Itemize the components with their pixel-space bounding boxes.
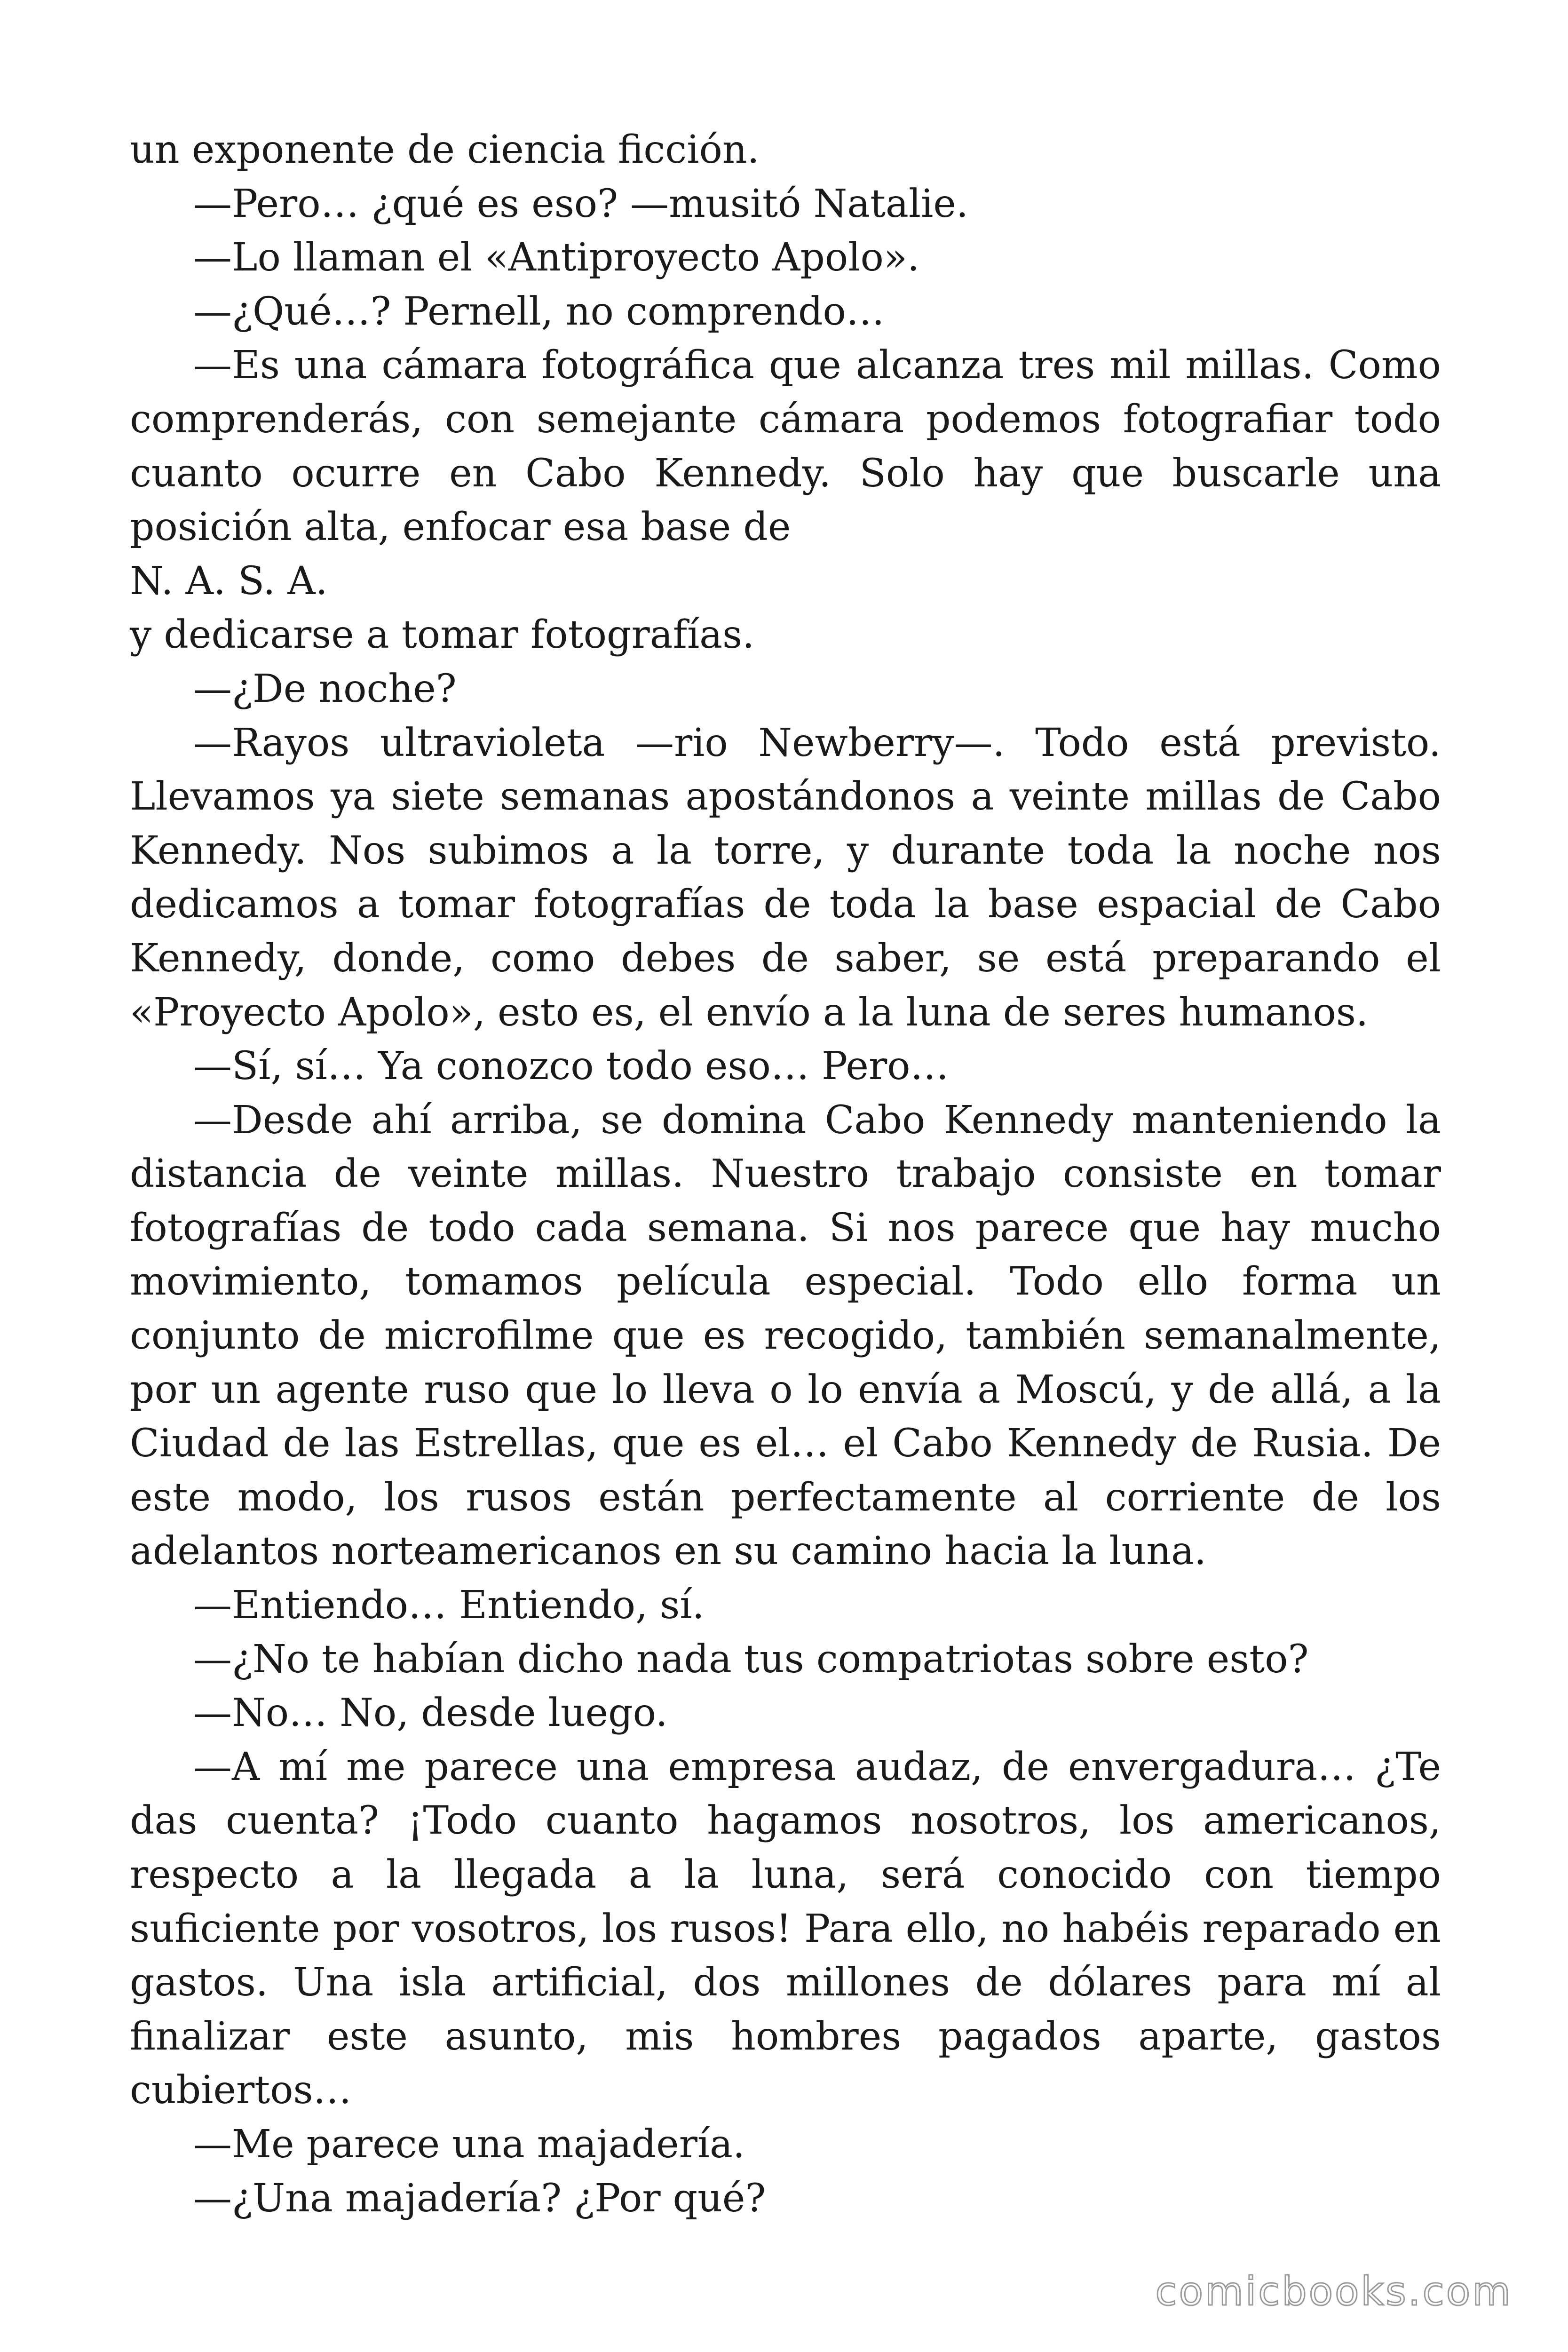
paragraph: —Es una cámara fotográfica que alcanza tres mil millas. Como comprenderás, con semejante cámara podemos fotografiar todo cuanto ocurre en Cabo Kennedy. Solo hay que buscarle una posición alta, enfocar esa base de bbox=[130, 343, 1441, 550]
paragraph: N. A. S. A. bbox=[130, 558, 328, 604]
paragraph: —¿De noche? bbox=[193, 666, 457, 711]
paragraph: un exponente de ciencia ficción. bbox=[130, 127, 760, 172]
paragraph: —Desde ahí arriba, se domina Cabo Kennedy manteniendo la distancia de veinte millas. Nuestro trabajo consiste en tomar fotografías de todo cada semana. Si nos parece que hay mucho movimiento, tomamos película especial. Todo ello forma un conjunto de microfilme que es recogido, también semanalmente, por un agente ruso que lo lleva o lo envía a Moscú, y de allá, a la Ciudad de las Estrellas, que es el… el Cabo Kennedy de Rusia. De este modo, los rusos están perfectamente al corriente de los adelantos norteamericanos en su camino hacia la luna. bbox=[130, 1097, 1441, 1574]
paragraph: —Me parece una majadería. bbox=[193, 2122, 745, 2167]
paragraph: —A mí me parece una empresa audaz, de envergadura… ¿Te das cuenta? ¡Todo cuanto hagamos nosotros, los americanos, respecto a la llegada a la luna, será conocido con tiempo suficiente por vosotros, los rusos! Para ello, no habéis reparado en gastos. Una isla artificial, dos millones de dólares para mí al finalizar este asunto, mis hombres pagados aparte, gastos cubiertos… bbox=[130, 1744, 1441, 2113]
paragraph: —Sí, sí… Ya conozco todo eso… Pero… bbox=[193, 1044, 949, 1089]
paragraph: —Entiendo… Entiendo, sí. bbox=[193, 1583, 705, 1628]
watermark: comicbooks.com bbox=[1155, 2268, 1513, 2314]
paragraph: —¿Una majadería? ¿Por qué? bbox=[193, 2176, 766, 2221]
paragraph: —¿No te habían dicho nada tus compatriotas sobre esto? bbox=[193, 1637, 1309, 1682]
page-text bbox=[130, 123, 1441, 2225]
paragraph: —No… No, desde luego. bbox=[193, 1691, 668, 1736]
paragraph: —Pero… ¿qué es eso? —musitó Natalie. bbox=[193, 181, 968, 226]
paragraph: —Rayos ultravioleta —rio Newberry—. Todo está previsto. Llevamos ya siete semanas apostándonos a veinte millas de Cabo Kennedy. Nos subimos a la torre, y durante toda la noche nos dedicamos a tomar fotografías de toda la base espacial de Cabo Kennedy, donde, como debes de saber, se está preparando el «Proyecto Apolo», esto es, el envío a la luna de seres humanos. bbox=[130, 720, 1441, 1035]
paragraph: —¿Qué…? Pernell, no comprendo… bbox=[193, 289, 885, 334]
paragraph: y dedicarse a tomar fotografías. bbox=[130, 612, 755, 658]
paragraph: —Lo llaman el «Antiproyecto Apolo». bbox=[193, 235, 920, 280]
